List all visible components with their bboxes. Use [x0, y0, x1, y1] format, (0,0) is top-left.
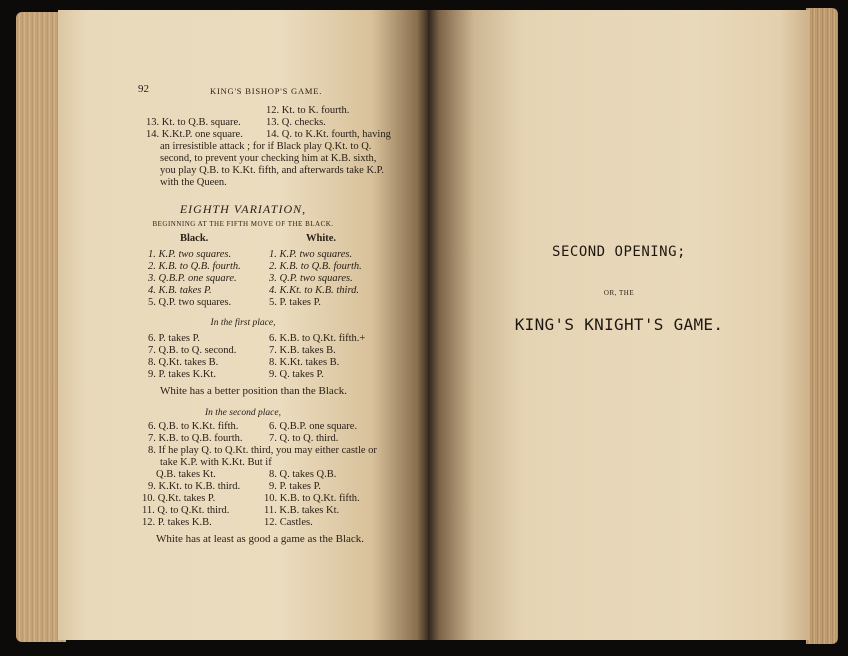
second-place-white-move: 9. P. takes P.	[269, 481, 321, 492]
second-place-white-move: 7. Q. to Q. third.	[269, 433, 339, 444]
move-white-13: 13. Q. checks.	[266, 117, 326, 128]
second-place-black-move: 6. Q.B. to K.Kt. fifth.	[148, 421, 239, 432]
variation-white-move: 1. K.P. two squares.	[269, 249, 353, 260]
move-black-14: 14. K.Kt.P. one square.	[146, 129, 243, 140]
note-line: second, to prevent your checking him at K.B. sixth,	[160, 153, 377, 164]
right-page-edges	[806, 8, 838, 644]
second-place-black-move: 9. K.Kt. to K.B. third.	[148, 481, 241, 492]
variation-black-move: 5. Q.P. two squares.	[148, 297, 232, 308]
second-place-black-move: Q.B. takes Kt.	[156, 469, 216, 480]
variation-black-move: 3. Q.B.P. one square.	[148, 273, 237, 284]
second-place-black-move: 7. K.B. to Q.B. fourth.	[148, 433, 243, 444]
note-line: an irresistible attack ; for if Black play Q.Kt. to Q.	[160, 141, 372, 152]
opening-heading: SECOND OPENING;	[552, 244, 686, 260]
second-place-black-move: 11. Q. to Q.Kt. third.	[142, 505, 230, 516]
left-page	[58, 10, 428, 640]
white-column-header: White.	[306, 233, 337, 244]
note-line: with the Queen.	[160, 177, 227, 188]
second-place-black-move: 10. Q.Kt. takes P.	[142, 493, 216, 504]
variation-subtitle: BEGINNING AT THE FIFTH MOVE OF THE BLACK.	[152, 220, 334, 228]
variation-white-move: 2. K.B. to Q.B. fourth.	[269, 261, 362, 272]
second-place-white-move: 10. K.B. to Q.Kt. fifth.	[264, 493, 360, 504]
first-place-black-move: 6. P. takes P.	[148, 333, 200, 344]
second-place-white-move: 11. K.B. takes Kt.	[264, 505, 340, 516]
first-place-white-move: 9. Q. takes P.	[269, 369, 324, 380]
first-place-heading: In the first place,	[210, 318, 276, 328]
chapter-title: KING'S KNIGHT'S GAME.	[514, 315, 724, 334]
second-place-note: 8. If he play Q. to Q.Kt. third, you may either castle or	[148, 445, 377, 456]
page-number: 92	[138, 83, 149, 95]
move-white-12: 12. Kt. to K. fourth.	[266, 105, 350, 116]
first-place-conclusion: White has a better position than the Black.	[160, 385, 347, 397]
variation-white-move: 5. P. takes P.	[269, 297, 321, 308]
variation-black-move: 4. K.B. takes P.	[148, 285, 212, 296]
first-place-white-move: 8. K.Kt. takes B.	[269, 357, 340, 368]
move-black-13: 13. Kt. to Q.B. square.	[146, 117, 241, 128]
first-place-white-move: 6. K.B. to Q.Kt. fifth.+	[269, 333, 366, 344]
variation-title: EIGHTH VARIATION,	[179, 202, 307, 216]
second-place-note: take K.P. with K.Kt. But if	[160, 457, 272, 468]
second-place-white-move: 6. Q.B.P. one square.	[269, 421, 358, 432]
note-line: you play Q.B. to K.Kt. fifth, and afterwards take K.P.	[160, 165, 384, 176]
running-head: KING'S BISHOP'S GAME.	[210, 86, 323, 96]
second-place-black-move: 12. P. takes K.B.	[142, 517, 212, 528]
or-the-line: OR, THE	[603, 289, 635, 297]
second-place-white-move: 8. Q. takes Q.B.	[269, 469, 337, 480]
first-place-black-move: 7. Q.B. to Q. second.	[148, 345, 237, 356]
variation-black-move: 2. K.B. to Q.B. fourth.	[148, 261, 241, 272]
second-place-conclusion: White has at least as good a game as the Black.	[156, 533, 365, 545]
variation-white-move: 3. Q.P. two squares.	[269, 273, 353, 284]
first-place-white-move: 7. K.B. takes B.	[269, 345, 336, 356]
variation-black-move: 1. K.P. two squares.	[148, 249, 232, 260]
move-white-14: 14. Q. to K.Kt. fourth, having	[266, 129, 391, 140]
variation-white-move: 4. K.Kt. to K.B. third.	[269, 285, 360, 296]
first-place-black-move: 8. Q.Kt. takes B.	[148, 357, 219, 368]
black-column-header: Black.	[180, 233, 209, 244]
first-place-black-move: 9. P. takes K.Kt.	[148, 369, 216, 380]
second-place-white-move: 12. Castles.	[264, 517, 313, 528]
right-page	[428, 10, 810, 640]
second-place-heading: In the second place,	[205, 408, 281, 418]
